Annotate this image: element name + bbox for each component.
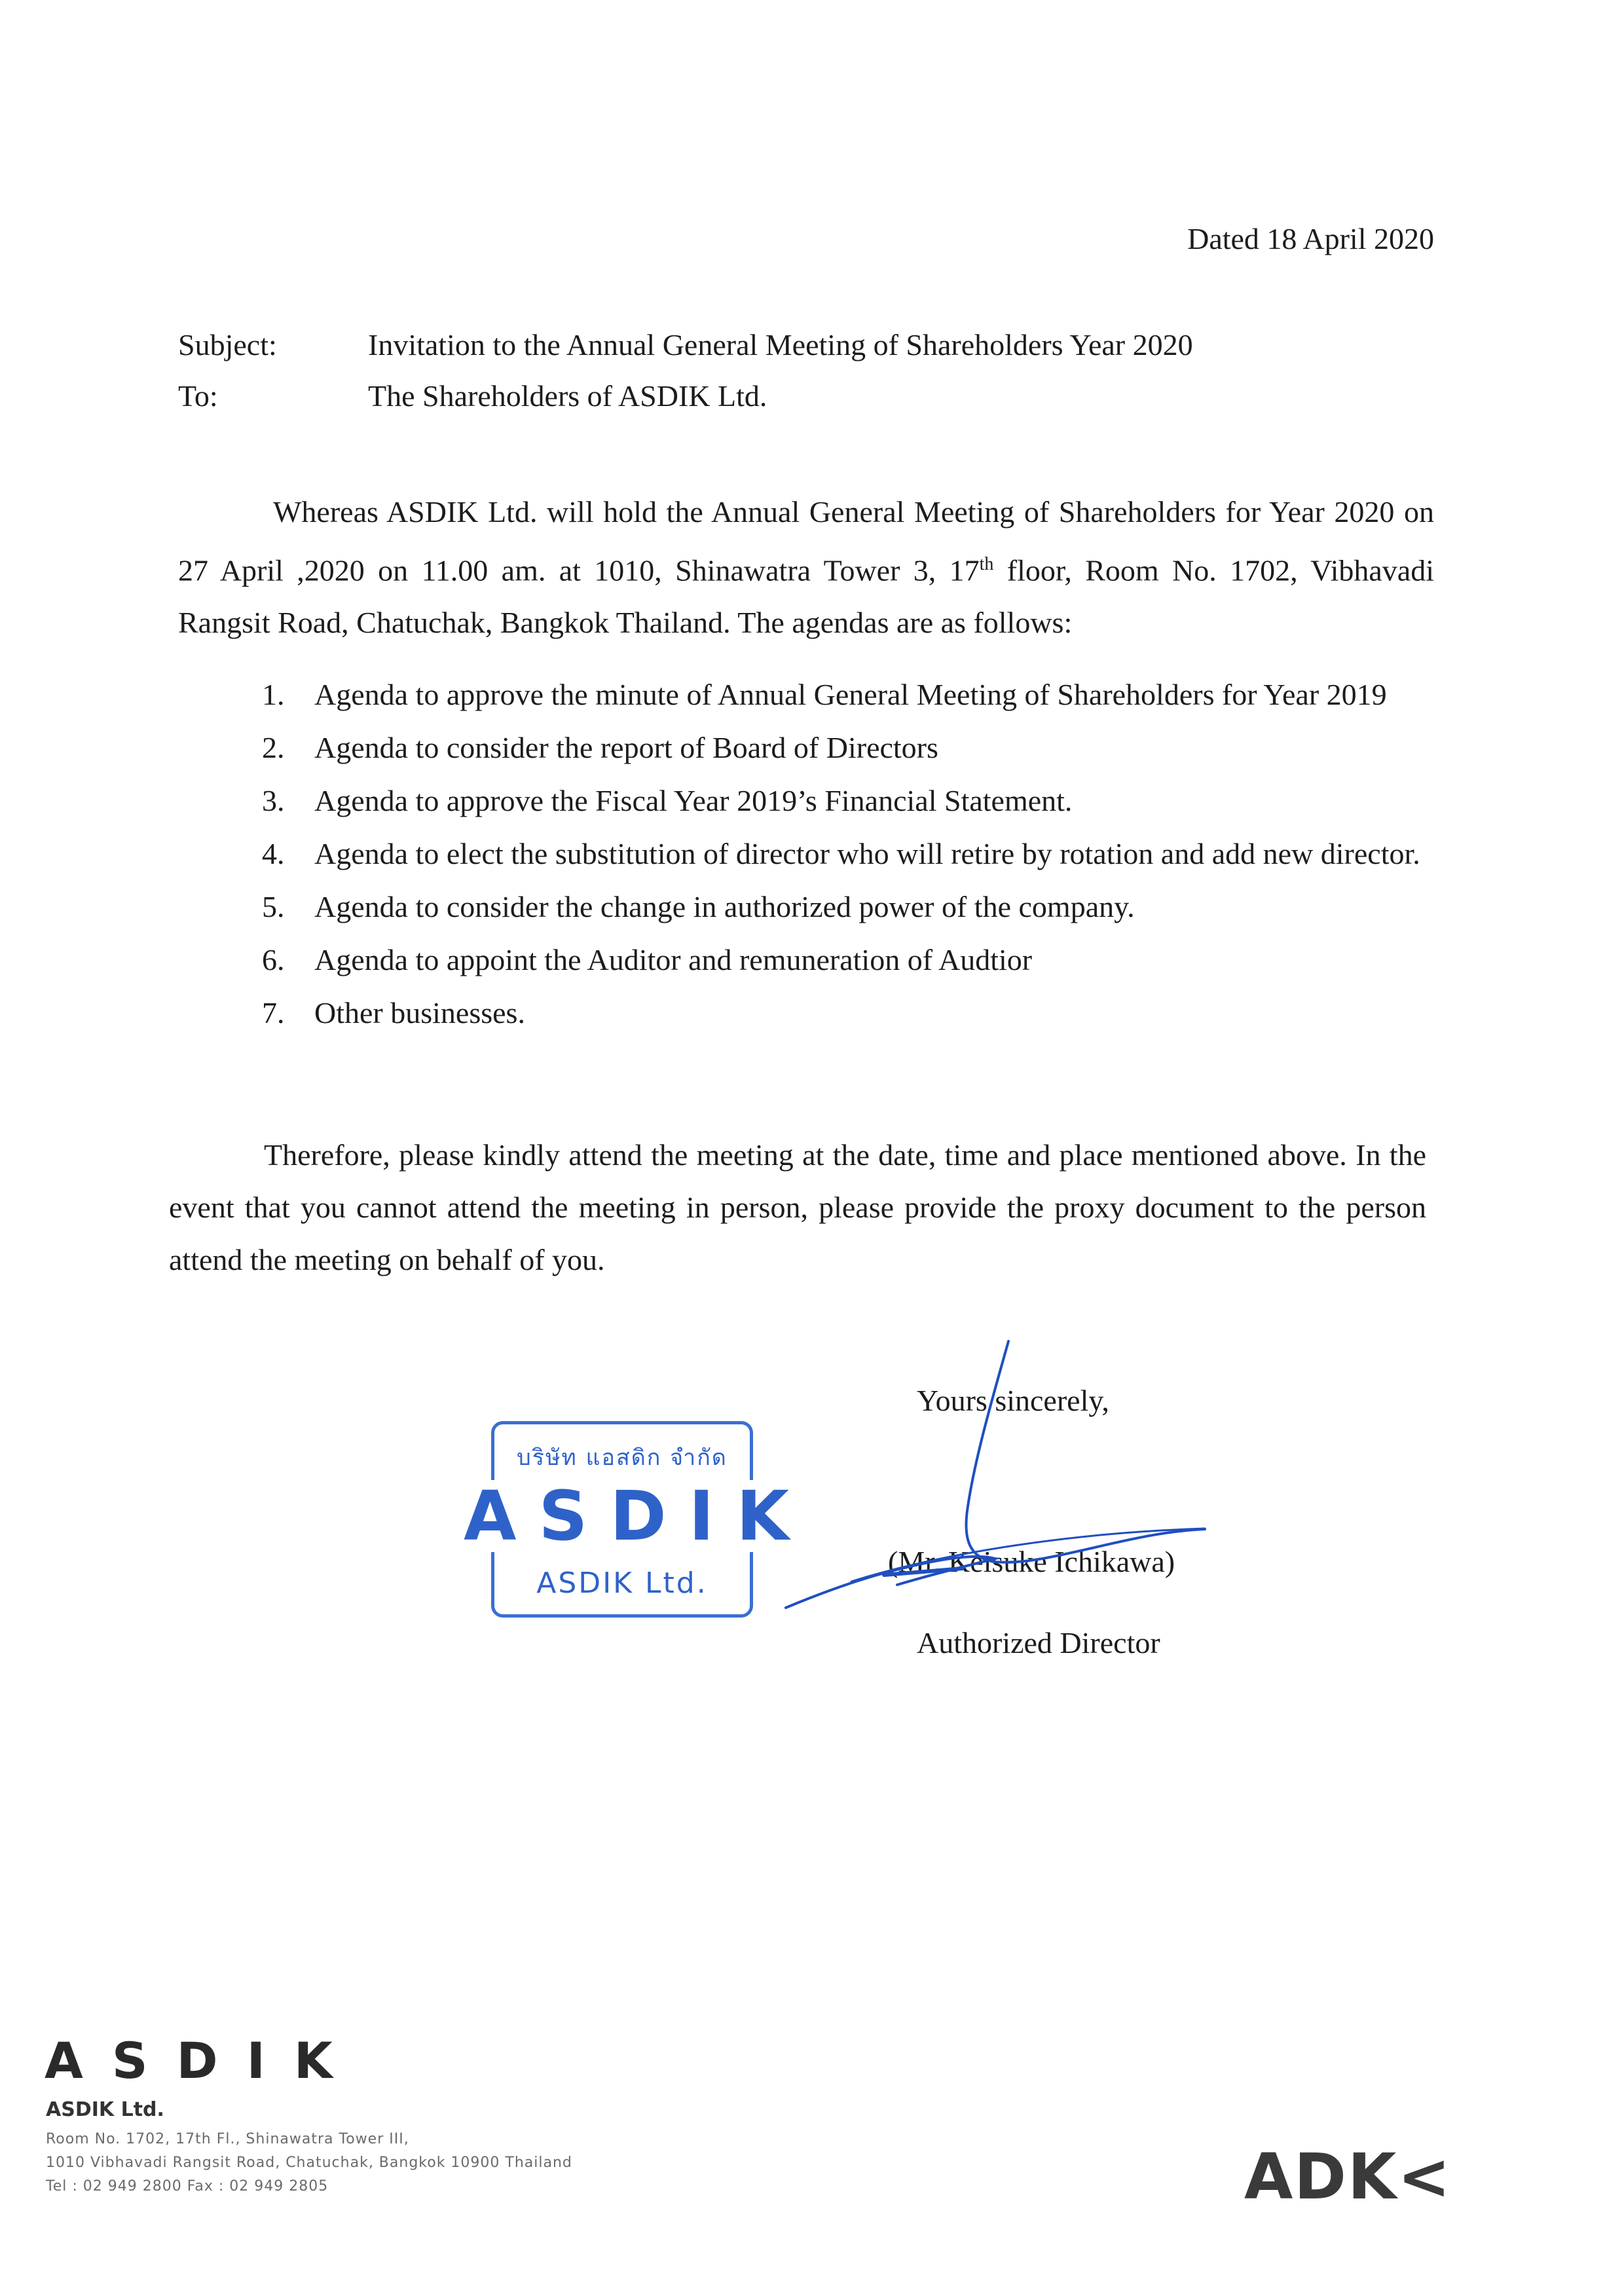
agenda-number: 2. — [262, 731, 285, 764]
subject-value: Invitation to the Annual General Meeting of Shareholders Year 2020 — [368, 328, 1193, 361]
intro-superscript: th — [979, 554, 994, 574]
agenda-number: 7. — [262, 996, 285, 1029]
to-value: The Shareholders of ASDIK Ltd. — [368, 379, 767, 413]
footer-address-line: 1010 Vibhavadi Rangsit Road, Chatuchak, Bangkok 10900 Thailand — [46, 2155, 572, 2171]
intro-text-2: floor, Room No. 1702, Vibhavadi Rangsit Road, Chatuchak, Bangkok Thailand. The agendas are as follows: — [178, 553, 1434, 640]
footer-company: ASDIK Ltd. — [46, 2098, 164, 2121]
company-stamp — [464, 1415, 812, 1624]
agenda-text: Agenda to appoint the Auditor and remuneration of Audtior — [314, 943, 1033, 976]
agenda-list — [262, 668, 1434, 1039]
footer-logo: ASDIK — [45, 2031, 361, 2090]
closing-text: Therefore, please kindly attend the meeting at the date, time and place mentioned above. In the event that you cannot attend the meeting in person, please provide the proxy document to the person attend the meeting on behalf of you. — [169, 1138, 1426, 1276]
agenda-item — [262, 774, 1434, 827]
signatory-title: Authorized Director — [917, 1626, 1160, 1659]
agenda-item — [262, 933, 1434, 986]
adk-logo: ADK< — [1244, 2140, 1452, 2213]
signatory-name: (Mr. Keisuke Ichikawa) — [888, 1545, 1175, 1578]
agenda-text: Agenda to approve the minute of Annual General Meeting of Shareholders for Year 2019 — [314, 678, 1387, 711]
agenda-number: 5. — [262, 890, 285, 923]
letter-date: Dated 18 April 2020 — [1187, 222, 1434, 255]
agenda-item — [262, 668, 1434, 721]
agenda-item — [262, 827, 1434, 880]
agenda-item — [262, 880, 1434, 933]
footer-address-line: Room No. 1702, 17th Fl., Shinawatra Tower III, — [46, 2131, 409, 2147]
valediction: Yours sincerely, — [917, 1384, 1109, 1417]
agenda-item — [262, 986, 1434, 1039]
footer-contact-line: Tel : 02 949 2800 Fax : 02 949 2805 — [46, 2178, 329, 2194]
intro-paragraph — [178, 486, 1434, 649]
to-label: To: — [178, 379, 218, 413]
agenda-text: Agenda to elect the substitution of director who will retire by rotation and add new director. — [314, 837, 1420, 870]
agenda-number: 4. — [262, 837, 285, 870]
agenda-number: 1. — [262, 678, 285, 711]
agenda-item — [262, 721, 1434, 774]
subject-label: Subject: — [178, 328, 277, 361]
agenda-text: Agenda to consider the change in authorized power of the company. — [314, 890, 1135, 923]
stamp-thai-text: บริษัท แอสดิก จำกัด — [517, 1445, 728, 1471]
agenda-text: Other businesses. — [314, 996, 525, 1029]
stamp-big-text: ASDIK — [464, 1476, 812, 1556]
closing-paragraph — [169, 1129, 1426, 1286]
agenda-text: Agenda to consider the report of Board of Directors — [314, 731, 938, 764]
stamp-ltd-text: ASDIK Ltd. — [536, 1566, 708, 1600]
agenda-text: Agenda to approve the Fiscal Year 2019’s Financial Statement. — [314, 784, 1073, 817]
agenda-number: 3. — [262, 784, 285, 817]
intro-text-1: Whereas ASDIK Ltd. will hold the Annual General Meeting of Shareholders for Year 2020 on 27 April ,2020 on 11.00 am. at 1010, Shinawatra Tower 3, 17 — [178, 495, 1434, 587]
agenda-number: 6. — [262, 943, 285, 976]
